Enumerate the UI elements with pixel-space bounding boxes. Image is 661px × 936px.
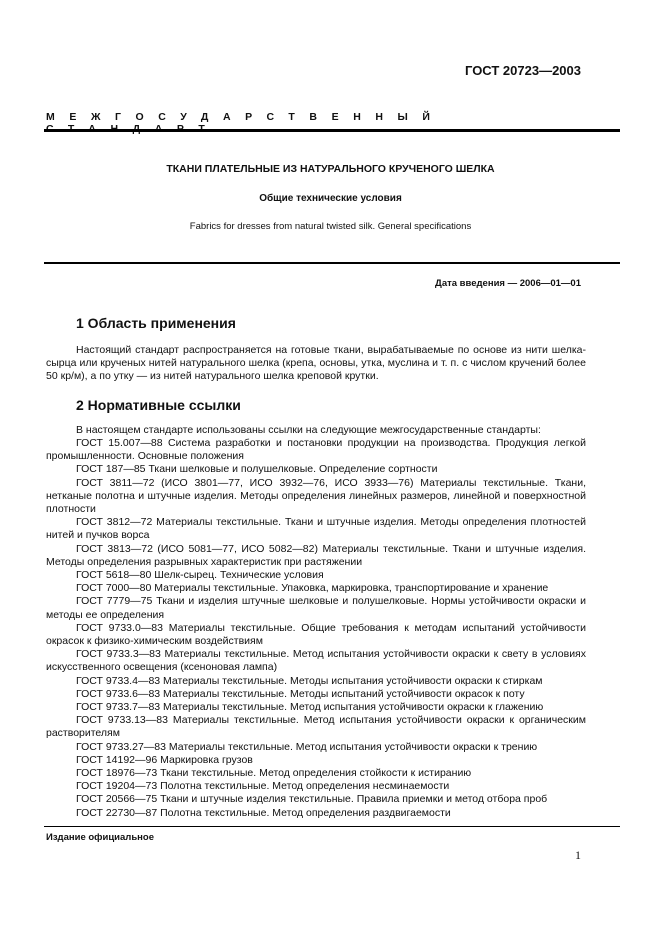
- footer-rule: [44, 826, 620, 827]
- reference-item: ГОСТ 15.007—88 Система разработки и постановки продукции на производства. Продукция легкой промышленности. Основные положения: [46, 437, 586, 463]
- reference-item: ГОСТ 3811—72 (ИСО 3801—77, ИСО 3932—76, ИСО 3933—76) Материалы текстильные. Ткани, нетканые полотна и штучные изделия. Методы определения линейных размеров, линейной и поверхностной плотности: [46, 476, 586, 516]
- english-title: Fabrics for dresses from natural twisted silk. General specifications: [189, 221, 472, 232]
- section-1-heading: 1 Область применения: [76, 315, 236, 331]
- reference-item: ГОСТ 20566—75 Ткани и штучные изделия текстильные. Правила приемки и метод отбора проб: [76, 793, 548, 806]
- introduction-date: Дата введения — 2006—01—01: [435, 278, 581, 289]
- reference-item: ГОСТ 9733.6—83 Материалы текстильные. Методы испытаний устойчивости окрасок к поту: [76, 687, 525, 700]
- reference-item: ГОСТ 22730—87 Полотна текстильные. Метод определения раздвигаемости: [76, 806, 451, 819]
- reference-item: ГОСТ 9733.7—83 Материалы текстильные. Метод испытания устойчивости окраски к глажению: [76, 701, 544, 714]
- title-rule: [44, 262, 620, 264]
- reference-item: ГОСТ 18976—73 Ткани текстильные. Метод определения стойкости к истиранию: [76, 767, 472, 780]
- reference-item: ГОСТ 187—85 Ткани шелковые и полушелковые. Определение сортности: [76, 463, 438, 476]
- header-rule: [44, 129, 620, 132]
- reference-item: ГОСТ 9733.27—83 Материалы текстильные. Метод испытания устойчивости окраски к трению: [76, 740, 538, 753]
- reference-item: ГОСТ 9733.0—83 Материалы текстильные. Общие требования к методам испытаний устойчивости окрасок к физико-химическим воздействиям: [46, 621, 586, 648]
- standard-type-text: МЕЖГОСУДАРСТВЕННЫЙ: [46, 111, 445, 123]
- reference-item: ГОСТ 19204—73 Полотна текстильные. Метод определения несминаемости: [76, 780, 450, 793]
- section-2-intro: В настоящем стандарте использованы ссылки на следующие межгосударственные стандарты:: [76, 424, 541, 436]
- reference-list: [46, 437, 586, 820]
- reference-item: ГОСТ 7000—80 Материалы текстильные. Упаковка, маркировка, транспортирование и хранение: [76, 582, 549, 595]
- reference-item: ГОСТ 14192—96 Маркировка грузов: [76, 753, 253, 766]
- section-1-text: Настоящий стандарт распространяется на готовые ткани, вырабатываемые по основе из нити шелка-сырца или крученых нитей натурального шелка (крепа, основы, утка, муслина и т. п. с числом кручений более 50 кр/м), а по утку — из нитей натурального шелка креповой крутки.: [46, 344, 586, 383]
- section-2-heading: 2 Нормативные ссылки: [76, 397, 241, 413]
- document-subtitle: Общие технические условия: [259, 193, 402, 204]
- reference-item: ГОСТ 9733.13—83 Материалы текстильные. Метод испытания устойчивости окраски к органическим растворителям: [46, 714, 586, 740]
- reference-item: ГОСТ 3812—72 Материалы текстильные. Ткани и штучные изделия. Методы определения плотностей нитей и пучков ворса: [46, 516, 586, 542]
- reference-item: ГОСТ 9733.4—83 Материалы текстильные. Методы испытания устойчивости окраски к стиркам: [76, 674, 543, 687]
- reference-item: ГОСТ 9733.3—83 Материалы текстильные. Метод испытания устойчивости окраски к свету в условиях искусственного освещения (ксеноновая лампа): [46, 648, 586, 674]
- reference-item: ГОСТ 3813—72 (ИСО 5081—77, ИСО 5082—82) Материалы текстильные. Ткани и штучные изделия. Методы определения разрывных характеристик при растяжении: [46, 542, 586, 568]
- reference-item: ГОСТ 7779—75 Ткани и изделия штучные шелковые и полушелковые. Нормы устойчивости окраски и методы ее определения: [46, 595, 586, 621]
- document-title: ТКАНИ ПЛАТЕЛЬНЫЕ ИЗ НАТУРАЛЬНОГО КРУЧЕНОГО ШЕЛКА: [166, 163, 495, 175]
- edition-label: Издание официальное: [46, 832, 154, 843]
- reference-item: ГОСТ 5618—80 Шелк-сырец. Технические условия: [76, 569, 324, 582]
- page-number: 1: [575, 848, 581, 862]
- document-code: ГОСТ 20723—2003: [465, 63, 581, 78]
